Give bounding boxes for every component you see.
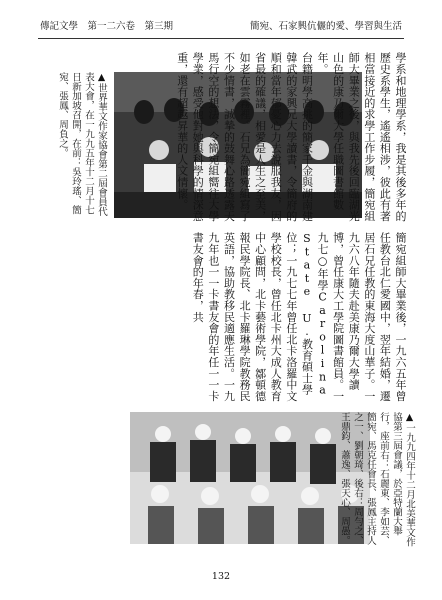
body-text-main: 簡宛組師大畢業後，一九六五年曾任教台北仁愛國中，翌年結婚，遷居石兄任教的東海大度山華子。一九六八年隨夫赴美康乃爾大學讀博，曾任康大工學院圖書館員。一九七○年學Carolina State U.教育碩士學位；一九七七年曾任北卡洛羅中文學校校長，曾任北卡州大成人教育中心顧問，北卡藝術學院，鄒頓德報民學院長、北卡羅琳學院教務民英語，協助教移民適應生活。一九九年也一一卡書友會的年任一一卡書友會的年春，共 — [191, 232, 407, 411]
photo-image — [130, 412, 370, 544]
article-title: 簡宛、石家興伉儷的愛、學習與生活 — [249, 21, 402, 32]
conference-photo-bottom — [130, 412, 370, 544]
page-number: 132 — [211, 571, 231, 582]
body-text-top: 學系和地理學系，我是其後多年的歷史系學生，遙遙相涉，彼此有著相當接近的求學工作步履，簡宛組師大畢業之後，與我先後回臨湖光山色的康乃爾大學任職圖書館數年。 台籍明學高挑的簡家千金與湖南建韓武的家興兄大學讀書，令簡府的順和當年郁憂心力去說服我友，因省最的確議，相愛是人生之至美，如老在雲霧裡。石兄為簡宛組寫了不少情書，誠摯的鼓舞心路透露天馬行空的想法，令簡宛組嚮往大學學業，感受他對她與科學的情深意重，還有超越昇華的人文情懷。 — [175, 52, 407, 222]
running-header — [40, 18, 402, 32]
journal-title: 傳記文學 第一二六卷 第三期 — [40, 21, 174, 32]
caption-bottom: ▲一九九四年十二月北美華文作協第三屆會議，於亞特蘭大舉行，座前右：石麗東、李如芸、簡宛、馬克任會長、張鳳主持人之一、劉朝琦、後右：周勻之、王鼎鈞、蕭逸、張天心、周愚。 — [339, 412, 415, 547]
caption-top: ▲世界華文作家協會第二屆會員代表大會，在一九九五年十二月十七日新加坡召開，在前：吳玲瑤、簡宛、張鳳、周負之。 — [57, 72, 107, 216]
header-rule — [38, 38, 404, 39]
